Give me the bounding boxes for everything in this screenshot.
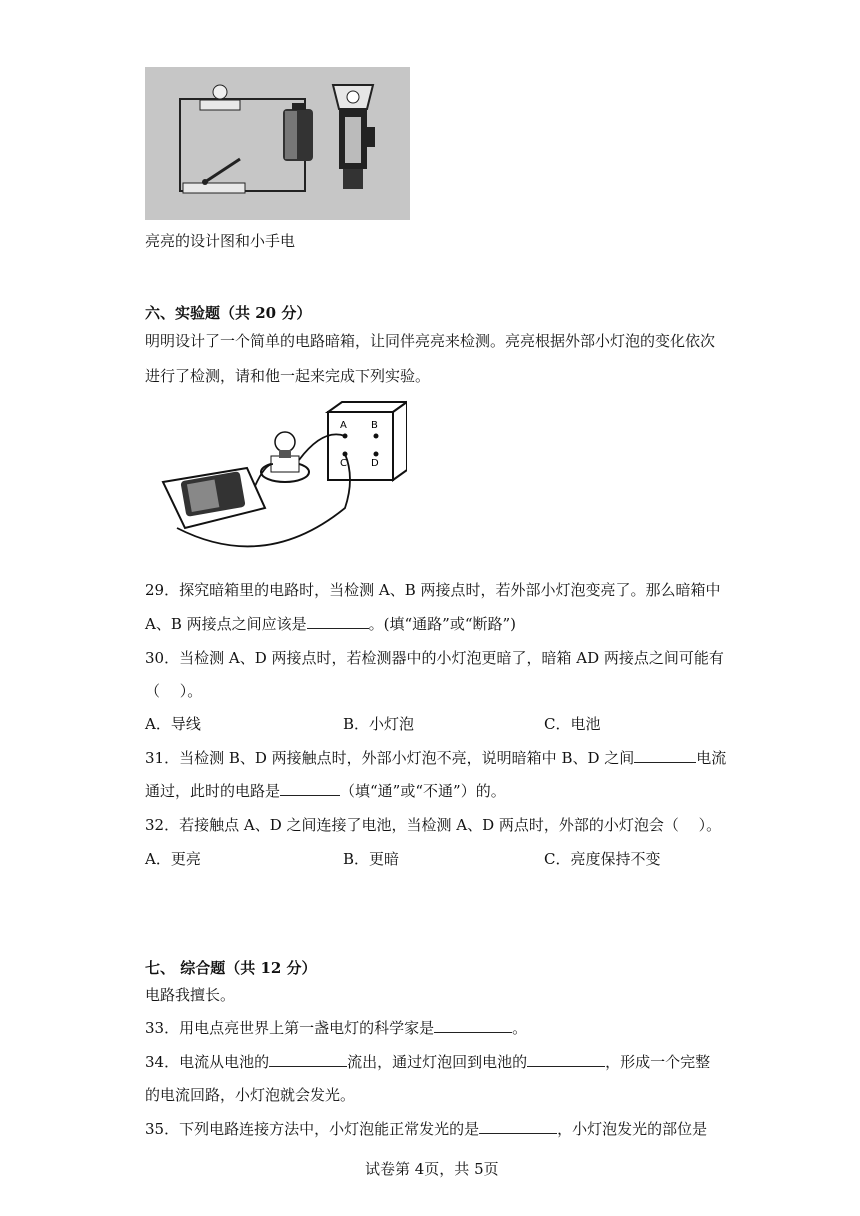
q34-line1 [145, 1052, 710, 1072]
section-7-intro: 电路我擅长。 [145, 986, 236, 1004]
q29-line2-post: 。(填“通路”或“断路”) [368, 615, 517, 633]
q35-answer-blank[interactable] [479, 1119, 557, 1134]
circuit-design-photo [145, 67, 410, 220]
q34-answer-blank-1[interactable] [269, 1052, 347, 1067]
q32-option-b[interactable]: B．更暗 [343, 850, 400, 868]
dark-box-apparatus [145, 398, 407, 563]
q31-line1-post: 电流 [696, 749, 727, 767]
section-6-intro-line1: 明明设计了一个简单的电路暗箱，让同伴亮亮来检测。亮亮根据外部小灯泡的变化依次 [145, 332, 716, 350]
box-label-a: A [340, 420, 347, 431]
q35-post: ，小灯泡发光的部位是 [557, 1120, 708, 1138]
page-footer: 试卷第 4页，共 5页 [365, 1160, 499, 1178]
figure-caption: 亮亮的设计图和小手电 [145, 232, 296, 250]
q34-line1-post: ，形成一个完整 [605, 1053, 711, 1071]
q29-answer-blank[interactable] [307, 614, 369, 629]
q30-option-b[interactable]: B．小灯泡 [343, 715, 415, 733]
q30-option-a[interactable]: A．导线 [145, 715, 201, 733]
q31-answer-blank-1[interactable] [634, 748, 696, 763]
q29-line1: 29．探究暗箱里的电路时，当检测 A、B 两接点时，若外部小灯泡变亮了。那么暗箱中 [145, 581, 721, 599]
q31-line1 [145, 748, 726, 768]
q34-answer-blank-2[interactable] [527, 1052, 605, 1067]
q30-line1: 30．当检测 A、D 两接点时，若检测器中的小灯泡更暗了，暗箱 AD 两接点之间可能有 [145, 649, 724, 667]
section-6-heading: 六、实验题（共 20 分） [145, 304, 312, 322]
q29-line2-pre: A、B 两接点之间应该是 [145, 615, 307, 633]
dark-box-drawing [145, 398, 407, 563]
q31-line1-pre: 31．当检测 B、D 两接触点时，外部小灯泡不亮，说明暗箱中 B、D 之间 [145, 749, 635, 767]
q31-line2 [145, 781, 506, 801]
q32-line1: 32．若接触点 A、D 之间连接了电池，当检测 A、D 两点时，外部的小灯泡会（ ）。 [145, 816, 722, 834]
section-6-intro-line2: 进行了检测，请和他一起来完成下列实验。 [145, 367, 431, 385]
q31-line2-pre: 通过，此时的电路是 [145, 782, 281, 800]
q34-line1-pre: 34．电流从电池的 [145, 1053, 270, 1071]
q30-line2: （ ）。 [145, 682, 203, 700]
q33-answer-blank[interactable] [434, 1018, 512, 1033]
q34-line1-mid: 流出，通过灯泡回到电池的 [347, 1053, 528, 1071]
q31-line2-post: （填“通”或“不通”）的。 [340, 782, 506, 800]
q29-line2 [145, 614, 516, 634]
q32-option-a[interactable]: A．更亮 [145, 850, 201, 868]
q33-pre: 33．用电点亮世界上第一盏电灯的科学家是 [145, 1019, 435, 1037]
q30-option-c[interactable]: C．电池 [544, 715, 601, 733]
q35-pre: 35．下列电路连接方法中，小灯泡能正常发光的是 [145, 1120, 480, 1138]
q33-line [145, 1018, 527, 1038]
box-label-b: B [371, 420, 378, 431]
q34-line2: 的电流回路，小灯泡就会发光。 [145, 1086, 356, 1104]
q31-answer-blank-2[interactable] [280, 781, 340, 796]
q35-line [145, 1119, 707, 1139]
box-label-c: C [340, 458, 347, 469]
circuit-design-drawing [145, 67, 410, 220]
box-label-d: D [371, 458, 379, 469]
section-7-heading: 七、 综合题（共 12 分） [145, 959, 317, 977]
q33-post: 。 [512, 1019, 528, 1037]
q32-option-c[interactable]: C．亮度保持不变 [544, 850, 661, 868]
